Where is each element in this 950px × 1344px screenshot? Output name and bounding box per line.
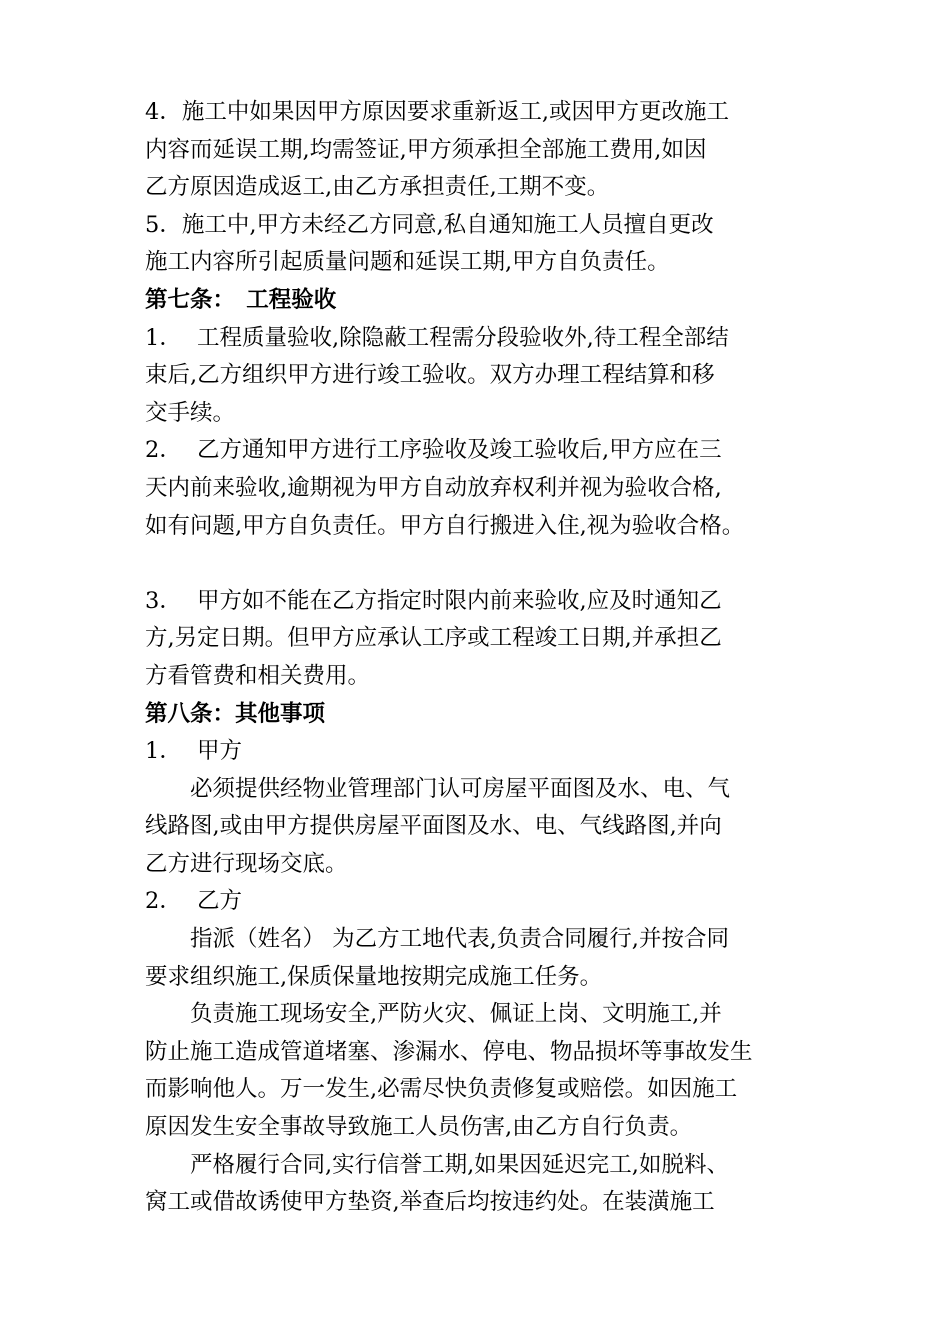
text-line: 方看管费和相关费用。 xyxy=(145,662,371,689)
text-line: 如有问题,甲方自负责任。甲方自行搬进入住,视为验收合格。 xyxy=(145,512,745,539)
paragraph-clause-4 xyxy=(145,94,825,207)
text-line: 防止施工造成管道堵塞、渗漏水、停电、物品损坏等事故发生 xyxy=(145,1038,753,1065)
text-line: 线路图,或由甲方提供房屋平面图及水、电、气线路图,并向 xyxy=(145,813,722,840)
party-label: 甲方 xyxy=(197,738,243,765)
text-line: 天内前来验收,逾期视为甲方自动放弃权利并视为验收合格, xyxy=(145,474,722,501)
article-8-item-1 xyxy=(145,733,825,883)
text-line: 指派（姓名） 为乙方工地代表,负责合同履行,并按合同 xyxy=(190,926,729,953)
item-number: 3． xyxy=(145,587,182,614)
text-line: 原因发生安全事故导致施工人员伤害,由乙方自行负责。 xyxy=(145,1114,693,1141)
text-line: 乙方通知甲方进行工序验收及竣工验收后,甲方应在三 xyxy=(197,437,722,464)
item-number: 1． xyxy=(145,738,182,765)
article-7-item-1 xyxy=(145,320,825,433)
text-line: 施工内容所引起质量问题和延误工期,甲方自负责任。 xyxy=(145,249,670,276)
document-page xyxy=(145,94,825,1222)
text-line: 5．施工中,甲方未经乙方同意,私自通知施工人员擅自更改 xyxy=(145,211,714,238)
text-line: 工程质量验收,除隐蔽工程需分段验收外,待工程全部结 xyxy=(197,324,729,351)
article-7-item-3 xyxy=(145,583,825,696)
item-number: 2． xyxy=(145,888,182,915)
text-line: 交手续。 xyxy=(145,399,236,426)
article-7-item-2 xyxy=(145,432,825,545)
text-line: 甲方如不能在乙方指定时限内前来验收,应及时通知乙 xyxy=(197,587,722,614)
article-8-heading: 第八条：其他事项 xyxy=(145,700,326,727)
text-line: 严格履行合同,实行信誉工期,如果因延迟完工,如脱料、 xyxy=(190,1151,729,1178)
text-line: 乙方原因造成返工,由乙方承担责任,工期不变。 xyxy=(145,174,610,201)
item-number: 2． xyxy=(145,437,182,464)
text-line: 负责施工现场安全,严防火灾、佩证上岗、文明施工,并 xyxy=(190,1001,722,1028)
article-7-heading: 第七条： 工程验收 xyxy=(145,286,337,313)
text-line: 窝工或借故诱使甲方垫资,举查后均按违约处。在装潢施工 xyxy=(145,1189,715,1216)
blank-line xyxy=(145,545,825,583)
party-label: 乙方 xyxy=(197,888,243,915)
text-line: 要求组织施工,保质保量地按期完成施工任务。 xyxy=(145,963,603,990)
text-line: 而影响他人。万一发生,必需尽快负责修复或赔偿。如因施工 xyxy=(145,1076,738,1103)
text-line: 必须提供经物业管理部门认可房屋平面图及水、电、气 xyxy=(190,775,731,802)
article-8-item-2 xyxy=(145,883,825,1221)
text-line: 束后,乙方组织甲方进行竣工验收。双方办理工程结算和移 xyxy=(145,362,715,389)
text-line: 乙方进行现场交底。 xyxy=(145,850,348,877)
item-number: 1． xyxy=(145,324,182,351)
text-line: 4．施工中如果因甲方原因要求重新返工,或因甲方更改施工 xyxy=(145,99,729,125)
paragraph-clause-5 xyxy=(145,207,825,282)
text-line: 方,另定日期。但甲方应承认工序或工程竣工日期,并承担乙 xyxy=(145,625,722,652)
text-line: 内容而延误工期,均需签证,甲方须承担全部施工费用,如因 xyxy=(145,136,707,163)
